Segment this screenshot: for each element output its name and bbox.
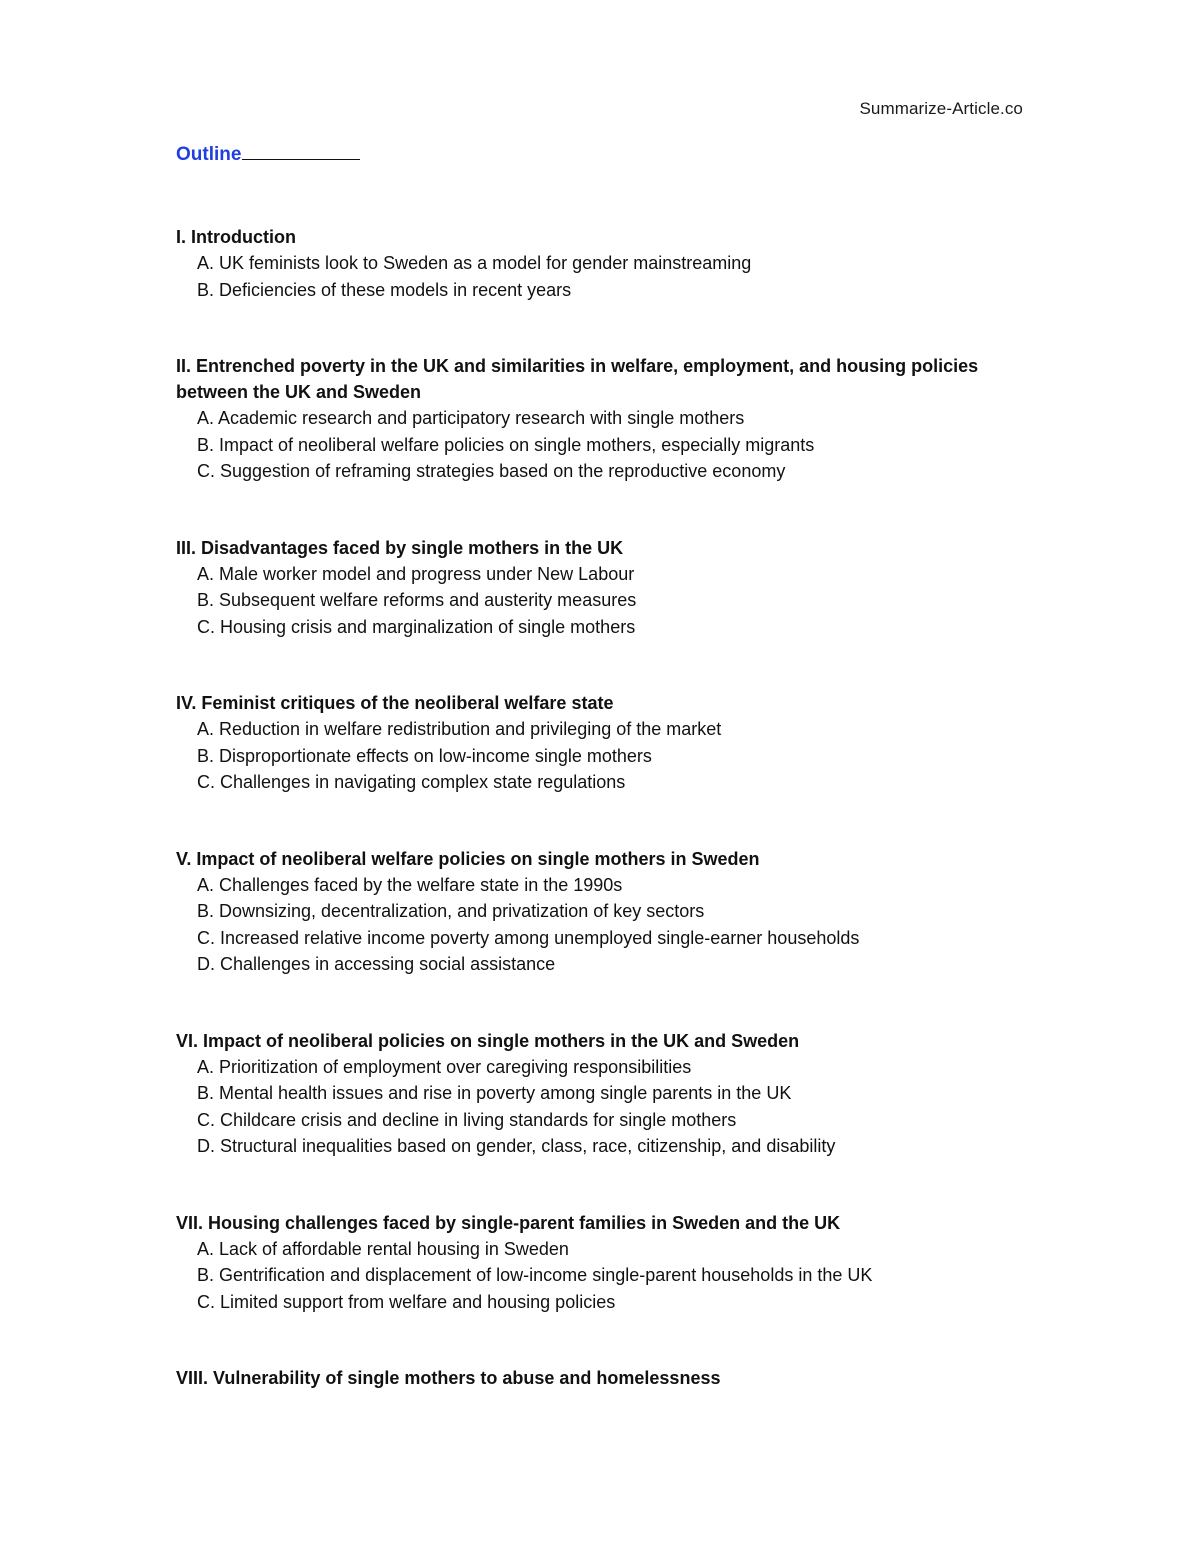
outline-item: C. Housing crisis and marginalization of single mothers — [197, 616, 636, 637]
outline-item: B. Impact of neoliberal welfare policies on single mothers, especially migrants — [197, 434, 815, 455]
outline-item: B. Downsizing, decentralization, and privatization of key sectors — [197, 901, 705, 921]
outline-item: D. Structural inequalities based on gender, class, race, citizenship, and disability — [197, 1136, 836, 1156]
section-items — [176, 1054, 1036, 1160]
section-items — [176, 872, 1036, 978]
outline-item: A. Male worker model and progress under New Labour — [197, 563, 635, 584]
outline-underline-rule — [242, 158, 360, 160]
section-items — [176, 250, 1036, 303]
outline-section — [176, 353, 1036, 485]
outline-item: B. Mental health issues and rise in poverty among single parents in the UK — [197, 1083, 792, 1103]
outline-item: A. Reduction in welfare redistribution and privileging of the market — [197, 719, 722, 739]
outline-item: B. Deficiencies of these models in recent years — [197, 279, 572, 300]
section-title: II. Entrenched poverty in the UK and similarities in welfare, employment, and housing policies between the UK and Sweden — [176, 356, 979, 402]
outline-item: B. Subsequent welfare reforms and austerity measures — [197, 590, 637, 610]
outline-item: C. Increased relative income poverty among unemployed single-earner households — [197, 927, 860, 948]
outline-item: A. Prioritization of employment over caregiving responsibilities — [197, 1056, 692, 1077]
site-header: Summarize-Article.co — [859, 99, 1023, 118]
section-title: VII. Housing challenges faced by single-parent families in Sweden and the UK — [176, 1212, 841, 1233]
outline-section — [176, 1028, 1036, 1160]
outline-item: B. Gentrification and displacement of low-income single-parent households in the UK — [197, 1265, 873, 1285]
outline-item: A. Challenges faced by the welfare state in the 1990s — [197, 874, 623, 895]
section-title: IV. Feminist critiques of the neoliberal welfare state — [176, 693, 614, 713]
outline-section — [176, 846, 1036, 978]
outline-item: C. Limited support from welfare and housing policies — [197, 1291, 616, 1312]
section-items — [176, 405, 1036, 485]
section-title: I. Introduction — [176, 227, 296, 247]
section-title: VIII. Vulnerability of single mothers to abuse and homelessness — [176, 1368, 721, 1388]
outline-item: A. UK feminists look to Sweden as a model for gender mainstreaming — [197, 253, 752, 273]
outline-heading — [176, 144, 360, 166]
outline-section — [176, 1210, 1036, 1316]
outline-item: B. Disproportionate effects on low-income single mothers — [197, 745, 652, 766]
section-items — [176, 561, 1036, 641]
outline-section — [176, 224, 1036, 303]
outline-item: C. Suggestion of reframing strategies based on the reproductive economy — [197, 461, 786, 481]
outline-section — [176, 535, 1036, 641]
outline-item: C. Childcare crisis and decline in living standards for single mothers — [197, 1109, 737, 1130]
outline-list — [176, 224, 1036, 1441]
section-items — [176, 716, 1036, 796]
outline-item: D. Challenges in accessing social assistance — [197, 954, 556, 974]
section-items — [176, 1236, 1036, 1316]
section-title: V. Impact of neoliberal welfare policies on single mothers in Sweden — [176, 848, 760, 869]
outline-section — [176, 1365, 1036, 1391]
outline-item: C. Challenges in navigating complex state regulations — [197, 772, 626, 792]
outline-section — [176, 690, 1036, 796]
section-title: VI. Impact of neoliberal policies on single mothers in the UK and Sweden — [176, 1030, 800, 1051]
outline-heading-label: Outline — [176, 144, 242, 165]
section-title: III. Disadvantages faced by single mothers in the UK — [176, 537, 624, 558]
outline-item: A. Academic research and participatory research with single mothers — [197, 408, 745, 428]
outline-item: A. Lack of affordable rental housing in Sweden — [197, 1238, 569, 1259]
